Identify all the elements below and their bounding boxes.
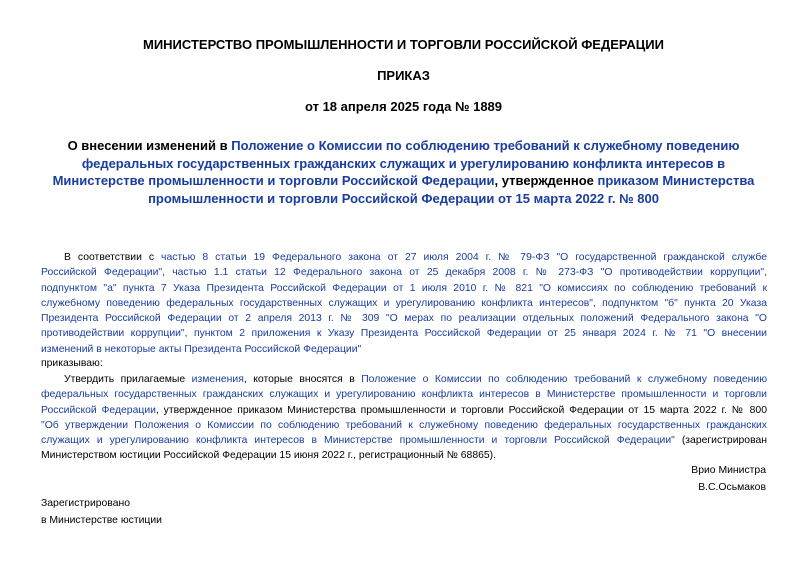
link-order-800[interactable]: "Об утверждении Положения о Комиссии по соблюдению требований к служебному поведению федеральных государственных гражданских	[41, 419, 767, 431]
heading-link-regulation-end[interactable]: Министерстве промышленности и торговли Российской Федерации	[52, 173, 495, 188]
link-decree-309[interactable]: Президента Российской Федерации от 2 апреля 2013 г. № 309 "О мерах по реализации отдельных положений Федерального закона "О	[41, 313, 767, 325]
heading-link-order-cont[interactable]: промышленности и торговли Российской Федерации от 15 марта 2022 г. № 800	[148, 190, 659, 206]
heading-line-4	[30, 190, 777, 208]
link-order-800-cont[interactable]: служащих и урегулированию конфликта интересов в Министерстве промышленности и торговли Российской Федерации"	[41, 435, 675, 447]
ministry-title: МИНИСТЕРСТВО ПРОМЫШЛЕННОСТИ И ТОРГОВЛИ РОССИЙСКОЙ ФЕДЕРАЦИИ	[142, 37, 664, 52]
main-line-1	[41, 372, 767, 387]
main-line-3	[41, 403, 767, 418]
link-decree-71[interactable]: противодействии коррупции", пунктом 2 приложения к Указу Президента Российской Федерации от 25 января 2024 г. № 71 "О внесении	[41, 328, 767, 340]
link-decree-821-cont[interactable]: служебному поведению федеральных государственных служащих и урегулированию конфликта интересов", подпунктом "б" пункта 20 Указа	[41, 297, 767, 309]
link-decree-821[interactable]: подпунктом "а" пункта 7 Указа Президента Российской Федерации от 1 июля 2010 г. № 821 "О комиссиях по соблюдению требований к	[41, 282, 767, 294]
link-law-273fz[interactable]: Российской Федерации", частью 1.1 статьи 12 Федерального закона от 25 декабря 2008 г. № 273-ФЗ "О противодействии коррупции",	[41, 267, 767, 279]
link-regulation[interactable]: Положение о Комиссии по соблюдению требований к служебному поведению	[361, 374, 767, 385]
main-paragraph	[41, 372, 767, 464]
main-line-5	[41, 433, 767, 448]
main-text: (зарегистрирован	[674, 435, 767, 447]
heading-line-1	[30, 137, 777, 155]
main-text: Утвердить прилагаемые	[64, 374, 192, 385]
registration-label: Зарегистрировано	[41, 498, 131, 509]
preamble-line	[41, 250, 767, 265]
heading-line-3	[30, 172, 777, 190]
preamble-paragraph	[41, 250, 767, 357]
signer-name: В.С.Осьмаков	[698, 482, 766, 493]
heading-link-order[interactable]: приказом Министерства	[597, 173, 755, 188]
link-regulation-end[interactable]: Российской Федерации	[41, 404, 156, 416]
heading-link-regulation[interactable]: Положение о Комиссии по соблюдению требований к служебному поведению	[231, 138, 740, 153]
heading-mid: , утвержденное	[494, 173, 598, 188]
registration-ministry: в Министерстве юстиции	[41, 515, 162, 526]
link-law-79fz[interactable]: частью 8 статьи 19 Федерального закона от 27 июля 2004 г. № 79-ФЗ "О государственной гражданской службе	[161, 252, 767, 263]
main-text: , утвержденное приказом Министерства промышленности и торговли Российской Федерации от 15 марта 2022 г. № 800	[155, 404, 767, 416]
preamble-text: В соответствии с	[64, 252, 162, 263]
signer-position: Врио Министра	[691, 465, 766, 476]
heading-link-regulation-cont[interactable]: федеральных государственных гражданских служащих и урегулированию конфликта интересов в	[81, 155, 726, 171]
doc-type-title: ПРИКАЗ	[377, 68, 430, 83]
order-heading	[30, 137, 777, 207]
link-changes[interactable]: изменения	[191, 374, 244, 385]
orders-word: приказываю:	[41, 358, 103, 369]
main-text: , которые вносятся в	[243, 374, 362, 385]
heading-line-2	[30, 155, 777, 173]
registration-details: Министерством юстиции Российской Федерации 15 июня 2022 г., регистрационный № 68865).	[41, 450, 497, 462]
link-decree-71-cont[interactable]: изменений в некоторые акты Президента Российской Федерации"	[41, 343, 362, 355]
date-number: от 18 апреля 2025 года № 1889	[304, 99, 503, 114]
link-regulation-cont[interactable]: федеральных государственных гражданских служащих и урегулированию конфликта интересов в Министерстве промышленности и торговли	[41, 389, 767, 401]
heading-prefix: О внесении изменений в	[67, 138, 232, 153]
